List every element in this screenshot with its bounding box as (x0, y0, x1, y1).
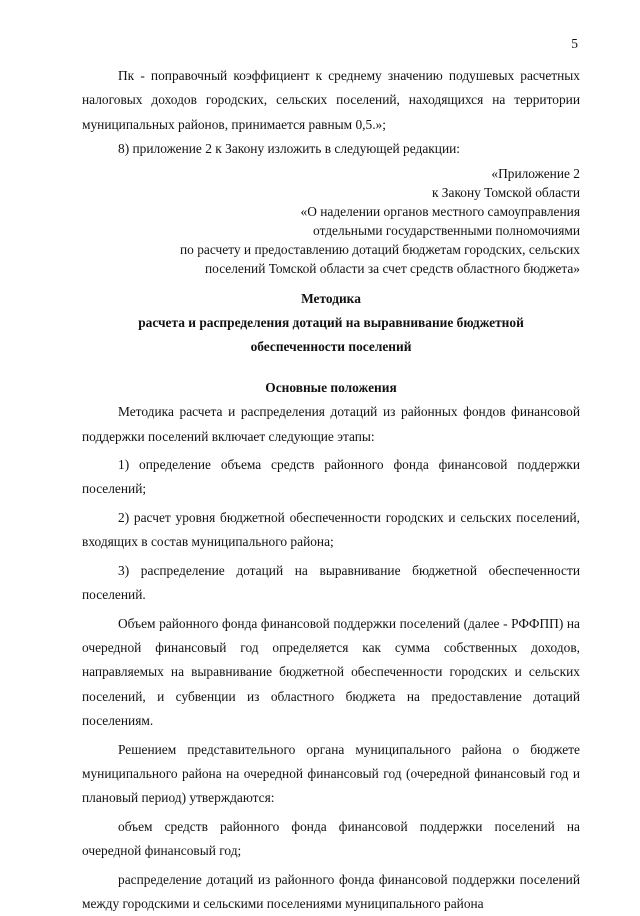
document-title: Методика (301, 290, 361, 306)
appendix-line: «О наделении органов местного самоуправления (300, 203, 580, 219)
paragraph: объем средств районного фонда финансовой поддержки поселений на очередной финансовый год; (82, 818, 580, 859)
paragraph: распределение дотаций из районного фонда финансовой поддержки поселений между городскими и сельскими поселениями муниципального района (82, 871, 580, 911)
page-number: 5 (571, 36, 578, 51)
paragraph-coefficient: Пк - поправочный коэффициент к среднему значению подушевых расчетных налоговых доходов городских, сельских поселений, находящихся на территории муниципальных районов, принимается равным 0,5.»; (82, 68, 580, 132)
paragraph-item-8: 8) приложение 2 к Закону изложить в следующей редакции: (118, 141, 461, 157)
appendix-line: к Закону Томской области (431, 184, 580, 200)
paragraph: Решением представительного органа муниципального района о бюджете муниципального района на очередной финансовый год (очередной финансовый год и плановый период) утверждаются: (82, 741, 580, 806)
appendix-line: отдельными государственными полномочиями (313, 222, 580, 238)
appendix-line: поселений Томской области за счет средств областного бюджета» (205, 260, 580, 276)
paragraph: Методика расчета и распределения дотаций из районных фондов финансовой поддержки поселений включает следующие этапы: (82, 404, 580, 444)
list-item: 3) распределение дотаций на выравнивание бюджетной обеспеченности поселений. (82, 562, 580, 603)
list-item: 1) определение объема средств районного фонда финансовой поддержки поселений; (82, 457, 580, 497)
paragraph: Объем районного фонда финансовой поддержки поселений (далее - РФФПП) на очередной финансовый год определяется как сумма собственных доходов, направляемых на выравнивание бюджетной обеспеченности городских и сельских поселений, и субвенции из областного бюджета на предоставление дотаций поселениям. (82, 615, 580, 729)
document-title-line: расчета и распределения дотаций на выравнивание бюджетной (138, 315, 524, 331)
appendix-reference-block (82, 164, 580, 278)
document-body (82, 64, 580, 916)
appendix-line: по расчету и предоставлению дотаций бюджетам городских, сельских (180, 241, 580, 257)
document-title-line: обеспеченности поселений (250, 339, 412, 355)
appendix-line: «Приложение 2 (491, 165, 580, 181)
list-item: 2) расчет уровня бюджетной обеспеченности городских и сельских поселений, входящих в состав муниципального района; (82, 509, 580, 550)
section-heading: Основные положения (265, 379, 397, 395)
